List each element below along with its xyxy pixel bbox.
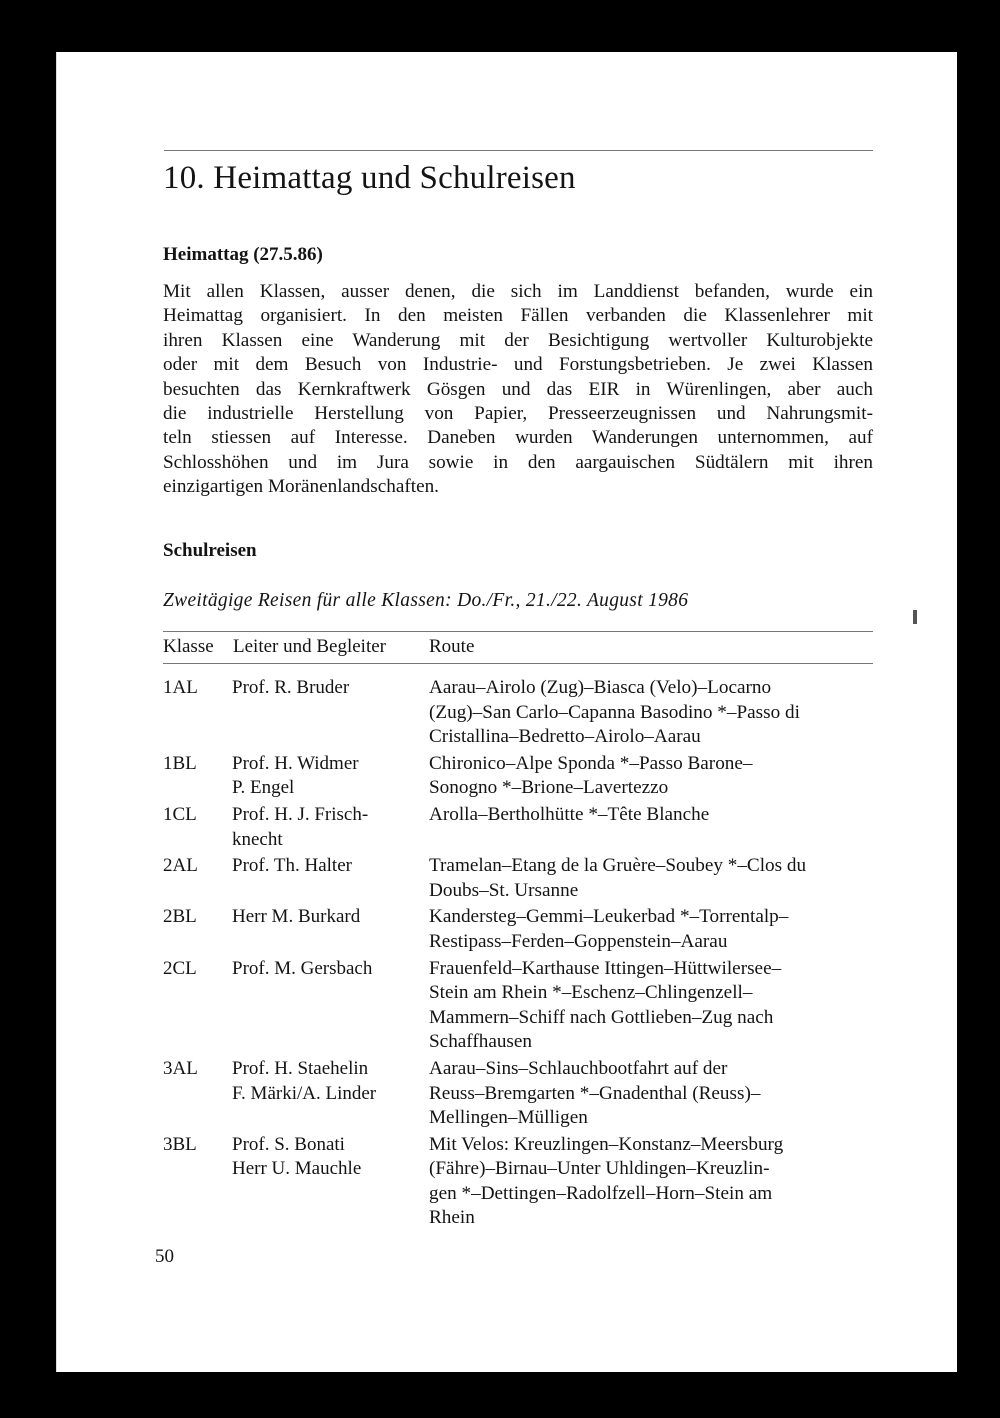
- document-page: [56, 52, 957, 1372]
- table-row: [163, 752, 873, 801]
- table-header-rule: [163, 663, 873, 664]
- cell-route: Arolla–Bertholhütte *–Tête Blanche: [429, 803, 710, 825]
- cell-leiter: Prof. H. Staehelin F. Märki/A. Linder: [232, 1057, 377, 1104]
- table-row: [163, 676, 873, 750]
- heimattag-heading: Heimattag (27.5.86): [163, 244, 323, 265]
- cell-klasse: 1CL: [163, 803, 197, 825]
- cell-leiter: Prof. H. J. Frisch- knecht: [232, 803, 369, 850]
- table-row: [163, 803, 873, 852]
- table-row: [163, 1057, 873, 1131]
- header-leiter: Leiter und Begleiter: [233, 636, 386, 657]
- cell-route: Kandersteg–Gemmi–Leukerbad *–Torrentalp– Restipass–Ferden–Goppenstein–Aarau: [429, 906, 789, 952]
- paragraph-line: oder mit dem Besuch von Industrie- und Forstungsbetrieben. Je zwei Klassen: [163, 354, 873, 376]
- table-row: [163, 854, 873, 903]
- paragraph-line: einzigartigen Moränenlandschaften.: [163, 476, 439, 498]
- cell-klasse: 1AL: [163, 677, 198, 698]
- cell-leiter: Prof. H. Widmer P. Engel: [232, 752, 359, 799]
- scan-edge-mark: [913, 610, 917, 624]
- cell-route: Tramelan–Etang de la Gruère–Soubey *–Clos du Doubs–St. Ursanne: [429, 855, 807, 901]
- cell-leiter: Herr M. Burkard: [232, 906, 361, 928]
- cell-klasse: 2CL: [163, 957, 197, 979]
- schulreisen-subtitle: Zweitägige Reisen für alle Klassen: Do./Fr., 21./22. August 1986: [163, 590, 689, 611]
- cell-leiter: Prof. S. Bonati Herr U. Mauchle: [232, 1133, 362, 1180]
- cell-leiter: Prof. M. Gersbach: [232, 957, 373, 979]
- paragraph-line: die industrielle Herstellung von Papier, Presseerzeugnissen und Nahrungsmit-: [163, 403, 873, 425]
- cell-leiter: Prof. Th. Halter: [232, 855, 352, 877]
- paragraph-line: Schlosshöhen und im Jura sowie in den aargauischen Südtälern mit ihren: [163, 451, 873, 473]
- cell-leiter: Prof. R. Bruder: [232, 677, 350, 698]
- table-row: [163, 957, 873, 1055]
- cell-route: Mit Velos: Kreuzlingen–Konstanz–Meersburg (Fähre)–Birnau–Unter Uhldingen–Kreuzlin- gen *–Dettingen–Radolfzell–Horn–Stein am Rhein: [429, 1133, 784, 1229]
- cell-route: Aarau–Airolo (Zug)–Biasca (Velo)–Locarno (Zug)–San Carlo–Capanna Basodino *–Passo di Cristallina–Bedretto–Airolo–Aarau: [429, 677, 800, 748]
- cell-klasse: 3AL: [163, 1057, 198, 1079]
- table-row: [163, 905, 873, 954]
- cell-route: Aarau–Sins–Schlauchbootfahrt auf der Reuss–Bremgarten *–Gnadenthal (Reuss)– Mellingen–Mülligen: [429, 1057, 761, 1129]
- cell-klasse: 1BL: [163, 752, 197, 774]
- header-klasse: Klasse: [163, 636, 214, 657]
- paragraph-line: Heimattag organisiert. In den meisten Fällen verbanden die Klassenlehrer mit: [163, 305, 873, 327]
- page-number: 50: [155, 1246, 174, 1267]
- heimattag-paragraph: [163, 280, 873, 500]
- paragraph-line: ihren Klassen eine Wanderung mit der Besichtigung wertvoller Kulturobjekte: [163, 329, 873, 351]
- schulreisen-heading: Schulreisen: [163, 540, 257, 561]
- cell-route: Chironico–Alpe Sponda *–Passo Barone– Sonogno *–Brione–Lavertezzo: [429, 752, 753, 799]
- header-rule: [164, 150, 873, 151]
- paragraph-line: besuchten das Kernkraftwerk Gösgen und das EIR in Würenlingen, aber auch: [163, 378, 873, 400]
- chapter-title: 10. Heimattag und Schulreisen: [163, 160, 576, 196]
- schulreisen-table: [163, 676, 873, 1233]
- cell-klasse: 2BL: [163, 906, 197, 928]
- cell-klasse: 3BL: [163, 1133, 197, 1155]
- table-row: [163, 1133, 873, 1231]
- header-route: Route: [429, 636, 475, 657]
- cell-route: Frauenfeld–Karthause Ittingen–Hüttwilersee– Stein am Rhein *–Eschenz–Chlingenzell– Mammern–Schiff nach Gottlieben–Zug nach Schaffhausen: [429, 957, 782, 1053]
- paragraph-line: teln stiessen auf Interesse. Daneben wurden Wanderungen unternommen, auf: [163, 427, 873, 449]
- cell-klasse: 2AL: [163, 855, 198, 877]
- paragraph-line: Mit allen Klassen, ausser denen, die sich im Landdienst befanden, wurde ein: [163, 281, 873, 302]
- table-top-rule: [163, 631, 873, 632]
